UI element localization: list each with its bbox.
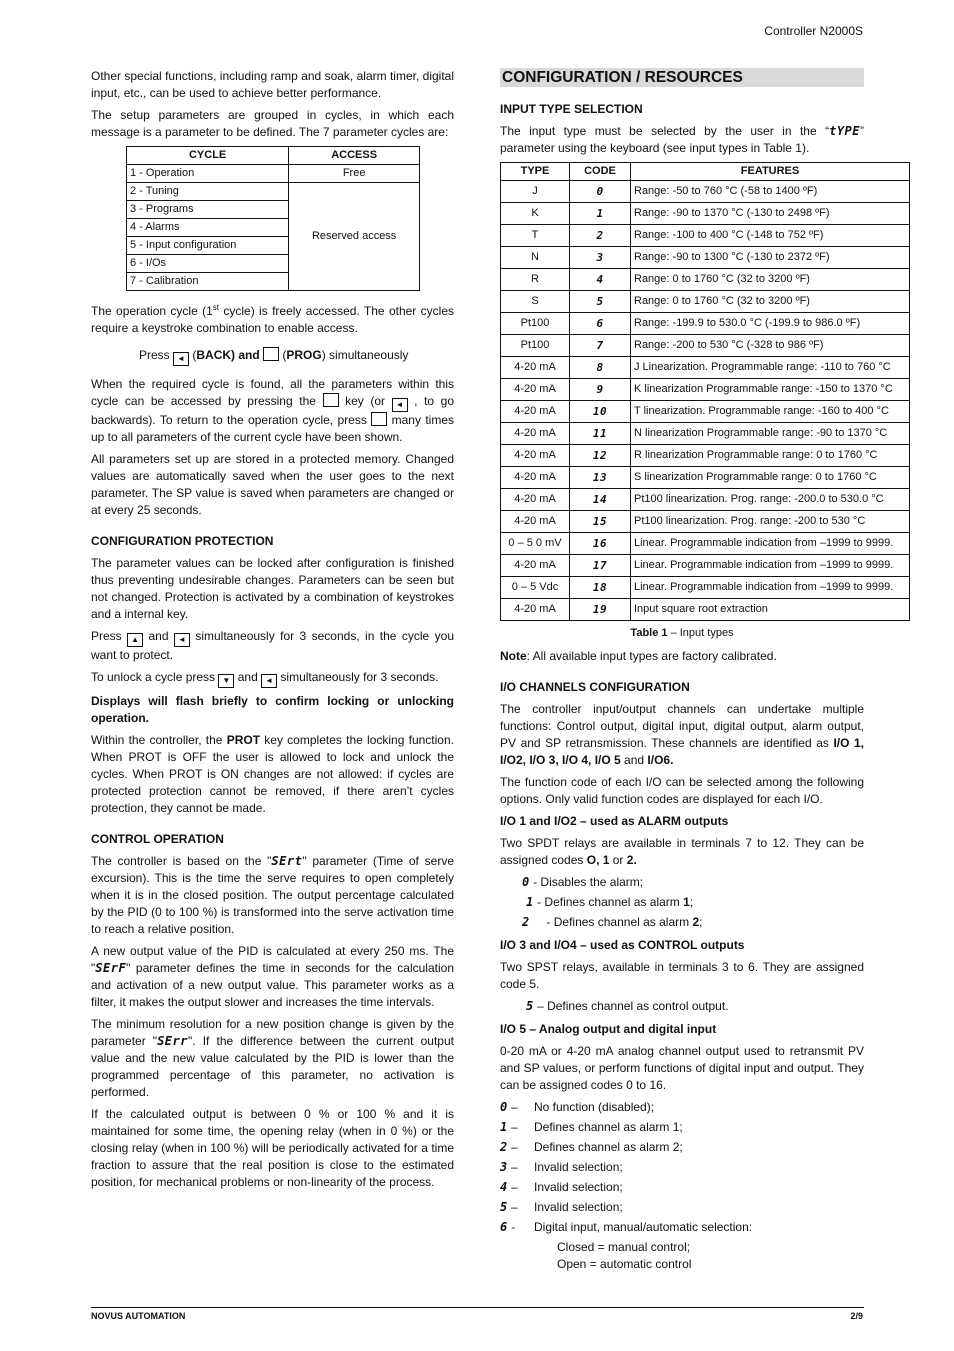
- features-cell: Range: 0 to 1760 °C (32 to 3200 ºF): [631, 291, 910, 313]
- section-heading: CONTROL OPERATION: [91, 832, 224, 846]
- access-cell: Reserved access: [289, 183, 420, 291]
- code-cell: 15: [570, 511, 631, 533]
- table-row: [501, 577, 910, 599]
- list-item: 1 – Defines channel as alarm 1;: [500, 1120, 683, 1134]
- table-row: [501, 203, 910, 225]
- features-cell: Pt100 linearization. Prog. range: -200.0 to 530.0 °C: [631, 489, 910, 511]
- section-heading: INPUT TYPE SELECTION: [500, 102, 643, 116]
- table-row: [501, 533, 910, 555]
- table-row: [501, 555, 910, 577]
- type-cell: 4-20 mA: [501, 489, 570, 511]
- paragraph: The controller input/output channels can undertake multiple functions: Control output, digital input, digital output, alarm output, PV and SP retransmission. These channels are identified as I/O 1, I/O2, I/O 3, I/O 4, I/O 5 and I/O6.: [500, 702, 865, 767]
- paragraph: Press ▲ and ◄ simultaneously for 3 seconds, in the cycle you want to protect.: [91, 629, 454, 662]
- type-cell: 4-20 mA: [501, 555, 570, 577]
- cycle-cell: 6 - I/Os: [127, 255, 289, 273]
- table-row: [501, 181, 910, 203]
- type-cell: 4-20 mA: [501, 357, 570, 379]
- footer-company: NOVUS AUTOMATION: [91, 1311, 186, 1321]
- paragraph: A new output value of the PID is calculated at every 250 ms. The "SErF" parameter defines the time in seconds for the calculation and activation of a new output value. This parameter works as a filter, it makes the output slower and increases the time intervals.: [91, 944, 454, 1009]
- code-cell: 10: [570, 401, 631, 423]
- paragraph: Two SPST relays, available in terminals 3 to 6. They are assigned code 5.: [500, 960, 864, 991]
- prog-key-icon: [371, 412, 387, 426]
- type-cell: S: [501, 291, 570, 313]
- down-key-icon: ▼: [218, 674, 234, 688]
- list-item: 2 – Defines channel as alarm 2;: [500, 1140, 683, 1154]
- list-item: 1 - Defines channel as alarm 1 ;: [526, 895, 694, 909]
- cycle-cell: 7 - Calibration: [127, 273, 289, 291]
- paragraph: The minimum resolution for a new position change is given by the parameter "SErr". If the difference between the current output value and the new value calculated by the PID is lower than the programmed percentage of this parameter, no activation is performed.: [91, 1017, 454, 1099]
- section-heading: I/O CHANNELS CONFIGURATION: [500, 680, 690, 694]
- paragraph: Other special functions, including ramp and soak, alarm timer, digital input, etc., can be used to achieve better performance.: [91, 69, 454, 100]
- type-cell: 0 – 5 Vdc: [501, 577, 570, 599]
- table-row: [501, 489, 910, 511]
- code-cell: 7: [570, 335, 631, 357]
- table-row: [501, 379, 910, 401]
- page-number: 2/9: [850, 1311, 863, 1321]
- section-heading: I/O 1 and I/O2 – used as ALARM outputs: [500, 814, 729, 828]
- back-key-icon: ◄: [173, 352, 189, 366]
- code-cell: 9: [570, 379, 631, 401]
- note: Note: All available input types are factory calibrated.: [500, 649, 777, 663]
- paragraph: To unlock a cycle press ▼ and ◄ simultaneously for 3 seconds.: [91, 669, 454, 688]
- type-cell: K: [501, 203, 570, 225]
- features-cell: Linear. Programmable indication from –1999 to 9999.: [631, 533, 910, 555]
- table-row: [501, 423, 910, 445]
- code-cell: 3: [570, 247, 631, 269]
- paragraph: When the required cycle is found, all the parameters within this cycle can be accessed by pressing the key (or ◄ , to go backwards). To return to the operation cycle, press many times up to all parameters of the current cycle have been shown.: [91, 377, 455, 444]
- paragraph: Two SPDT relays are available in terminals 7 to 12. They can be assigned codes O, 1 or 2.: [500, 836, 864, 867]
- table-header-row: [501, 163, 910, 181]
- footer-divider: [91, 1307, 864, 1308]
- type-cell: 4-20 mA: [501, 599, 570, 621]
- table-row: [127, 183, 420, 201]
- list-item: 6 - Digital input, manual/automatic selection:: [500, 1220, 753, 1234]
- paragraph: Displays will flash briefly to confirm locking or unlocking operation.: [91, 694, 454, 725]
- paragraph: The parameter values can be locked after configuration is finished thus preventing undesirable changes. Parameters can be seen but not changed. Protection is activated by a combination of keystrokes and a internal key.: [91, 556, 454, 621]
- column-header: TYPE: [501, 163, 570, 181]
- code-cell: 1: [570, 203, 631, 225]
- table-row: [501, 445, 910, 467]
- section-heading: CONFIGURATION PROTECTION: [91, 534, 274, 548]
- type-cell: 0 – 5 0 mV: [501, 533, 570, 555]
- prog-key-icon: [263, 347, 279, 361]
- paragraph: The controller is based on the "SErt" parameter (Time of serve excursion). This is the time the serve requires to open completely when it is in the closed position. The output percentage calculated by the PID (0 to 100 %) is transformed into the serve activation time to reach a relative position.: [91, 854, 455, 936]
- table-row: [501, 269, 910, 291]
- cycle-cell: 5 - Input configuration: [127, 237, 289, 255]
- type-cell: Pt100: [501, 335, 570, 357]
- column-header: FEATURES: [631, 163, 910, 181]
- page-header-title: Controller N2000S: [764, 24, 863, 38]
- code-cell: 5: [570, 291, 631, 313]
- code-cell: 6: [570, 313, 631, 335]
- paragraph: All parameters set up are stored in a protected memory. Changed values are automatically saved when the user goes to the next parameter. The SP value is saved when parameters are changed or at every 25 seconds.: [91, 452, 454, 517]
- table-row: [501, 247, 910, 269]
- paragraph: The setup parameters are grouped in cycles, in which each message is a parameter to be defined. The 7 parameter cycles are:: [91, 108, 454, 139]
- left-column: [91, 68, 454, 1196]
- prog-key-icon: [323, 393, 339, 407]
- display-code: tYPE: [829, 124, 860, 138]
- closed-open-note: Closed = manual control; Open = automatic control: [557, 1240, 692, 1271]
- code-cell: 0: [570, 181, 631, 203]
- type-cell: 4-20 mA: [501, 467, 570, 489]
- type-cell: 4-20 mA: [501, 379, 570, 401]
- back-key-icon: ◄: [261, 674, 277, 688]
- code-cell: 2: [570, 225, 631, 247]
- access-cell: Free: [289, 165, 420, 183]
- features-cell: N linearization Programmable range: -90 to 1370 °C: [631, 423, 910, 445]
- features-cell: R linearization Programmable range: 0 to 1760 °C: [631, 445, 910, 467]
- features-cell: Range: -199.9 to 530.0 °C (-199.9 to 986.0 ºF): [631, 313, 910, 335]
- features-cell: Linear. Programmable indication from –1999 to 9999.: [631, 555, 910, 577]
- features-cell: Range: -90 to 1300 °C (-130 to 2372 ºF): [631, 247, 910, 269]
- type-cell: 4-20 mA: [501, 511, 570, 533]
- table-row: [501, 335, 910, 357]
- code-cell: 11: [570, 423, 631, 445]
- list-item: 5 – Defines channel as control output.: [526, 999, 729, 1013]
- list-item: 2 - Defines channel as alarm 2 ;: [522, 915, 703, 929]
- list-item: 3 – Invalid selection;: [500, 1160, 623, 1174]
- column-header: CYCLE: [127, 147, 289, 165]
- type-cell: 4-20 mA: [501, 401, 570, 423]
- paragraph: Within the controller, the PROT key completes the locking function. When PROT is OFF the user is allowed to lock and unlock the cycles. When PROT is ON changes are not allowed: if cycles are protected protection cannot be removed, if there aren’t cycles protection, they cannot be made.: [91, 733, 454, 815]
- list-item: 5 – Invalid selection;: [500, 1200, 623, 1214]
- features-cell: J Linearization. Programmable range: -110 to 760 °C: [631, 357, 910, 379]
- input-table-body: [501, 181, 910, 621]
- features-cell: S linearization Programmable range: 0 to 1760 °C: [631, 467, 910, 489]
- type-cell: J: [501, 181, 570, 203]
- table-header-row: [127, 147, 420, 165]
- features-cell: Range: -90 to 1370 °C (-130 to 2498 ºF): [631, 203, 910, 225]
- features-cell: Range: 0 to 1760 °C (32 to 3200 ºF): [631, 269, 910, 291]
- analog-code-list: [500, 1099, 864, 1236]
- paragraph: 0-20 mA or 4-20 mA analog channel output used to retransmit PV and SP values, or perform functions of digital input and output. They can be assigned codes 0 to 16.: [500, 1044, 864, 1092]
- cycle-table: [126, 146, 420, 291]
- cycle-cell: 2 - Tuning: [127, 183, 289, 201]
- code-cell: 8: [570, 357, 631, 379]
- paragraph: The input type must be selected by the user in the “tYPE” parameter using the keyboard (see input types in Table 1).: [500, 124, 864, 155]
- features-cell: Input square root extraction: [631, 599, 910, 621]
- alarm-code-list: [500, 874, 864, 931]
- cycle-cell: 3 - Programs: [127, 201, 289, 219]
- type-cell: 4-20 mA: [501, 445, 570, 467]
- list-item: 0 – No function (disabled);: [500, 1100, 655, 1114]
- code-cell: 13: [570, 467, 631, 489]
- column-header: ACCESS: [289, 147, 420, 165]
- type-cell: Pt100: [501, 313, 570, 335]
- cycle-cell: 1 - Operation: [127, 165, 289, 183]
- section-banner: CONFIGURATION / RESOURCES: [500, 68, 864, 87]
- table-row: [501, 401, 910, 423]
- list-item: 4 – Invalid selection;: [500, 1180, 623, 1194]
- list-item: 0 - Disables the alarm;: [522, 875, 644, 889]
- code-cell: 19: [570, 599, 631, 621]
- code-cell: 14: [570, 489, 631, 511]
- cycle-cell: 4 - Alarms: [127, 219, 289, 237]
- up-key-icon: ▲: [127, 633, 143, 647]
- features-cell: Range: -200 to 530 °C (-328 to 986 ºF): [631, 335, 910, 357]
- section-heading: I/O 5 – Analog output and digital input: [500, 1022, 717, 1036]
- type-cell: T: [501, 225, 570, 247]
- features-cell: K linearization Programmable range: -150 to 1370 °C: [631, 379, 910, 401]
- features-cell: Range: -100 to 400 °C (-148 to 752 ºF): [631, 225, 910, 247]
- table-row: [501, 467, 910, 489]
- display-code: SErr: [157, 1034, 188, 1048]
- code-cell: 16: [570, 533, 631, 555]
- features-cell: Linear. Programmable indication from –1999 to 9999.: [631, 577, 910, 599]
- code-cell: 17: [570, 555, 631, 577]
- features-cell: Pt100 linearization. Prog. range: -200 to 530 °C: [631, 511, 910, 533]
- table-row: [501, 511, 910, 533]
- table-row: [127, 165, 420, 183]
- paragraph: The operation cycle (1st cycle) is freely accessed. The other cycles require a keystroke combination to enable access.: [91, 303, 454, 335]
- type-cell: 4-20 mA: [501, 423, 570, 445]
- type-cell: R: [501, 269, 570, 291]
- section-heading: I/O 3 and I/O4 – used as CONTROL outputs: [500, 938, 745, 952]
- table-row: [501, 291, 910, 313]
- paragraph: If the calculated output is between 0 % or 100 % and it is maintained for some time, the opening relay (when in 0 %) or the closing relay (when in 100 %) will be periodically activated for a time fraction to assure that the real position is close to the estimated position, for mechanical problems or non-linearity of the process.: [91, 1107, 454, 1189]
- table-row: [501, 313, 910, 335]
- table-row: [501, 599, 910, 621]
- code-cell: 18: [570, 577, 631, 599]
- right-column: [500, 68, 894, 1273]
- table-row: [501, 225, 910, 247]
- code-cell: 4: [570, 269, 631, 291]
- table-row: [501, 357, 910, 379]
- features-cell: T linearization. Programmable range: -160 to 400 °C: [631, 401, 910, 423]
- column-header: CODE: [570, 163, 631, 181]
- back-key-icon: ◄: [392, 398, 408, 412]
- type-cell: N: [501, 247, 570, 269]
- table-caption: Table 1 – Input types: [630, 627, 734, 639]
- display-code: SErt: [271, 854, 303, 868]
- code-cell: 12: [570, 445, 631, 467]
- press-instruction: Press ◄ (BACK) and (PROG) simultaneously: [91, 347, 454, 366]
- back-key-icon: ◄: [174, 633, 190, 647]
- display-code: SErF: [95, 961, 127, 975]
- paragraph: The function code of each I/O can be selected among the following options. Only valid function codes are displayed for each I/O.: [500, 775, 864, 806]
- input-types-table: [500, 162, 910, 621]
- features-cell: Range: -50 to 760 °C (-58 to 1400 ºF): [631, 181, 910, 203]
